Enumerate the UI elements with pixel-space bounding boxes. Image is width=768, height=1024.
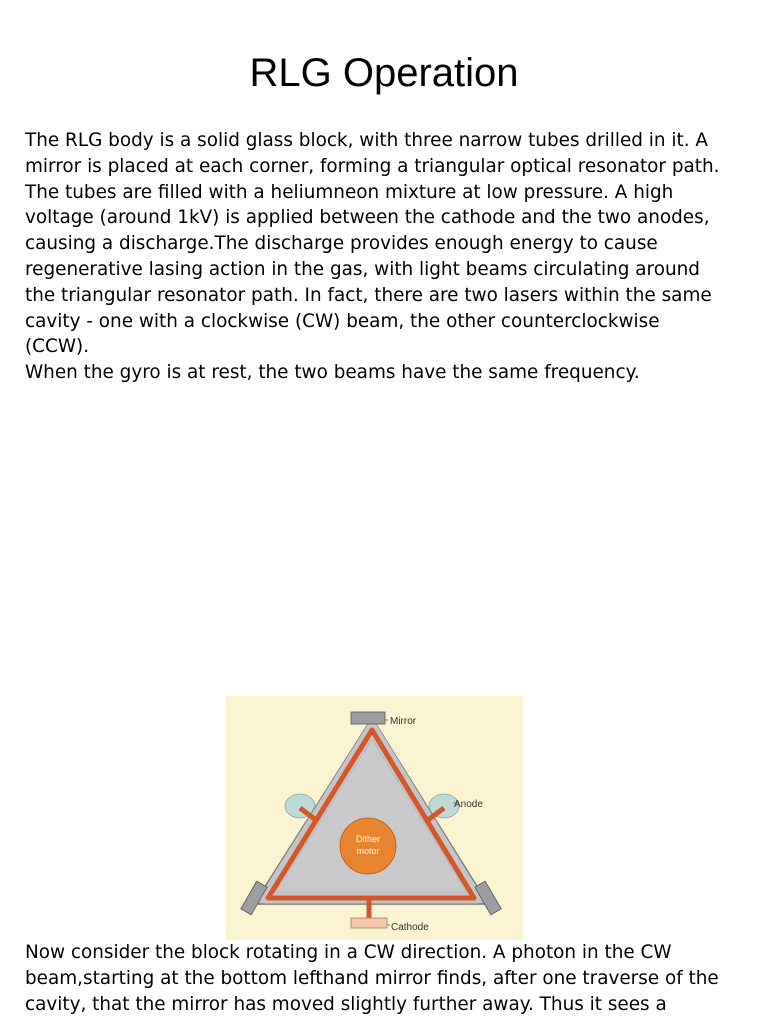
text-line: regenerative lasing action in the gas, with light beams circulating around <box>25 258 700 280</box>
rlg-diagram-svg <box>226 696 523 940</box>
text-line: mirror is placed at each corner, forming a triangular optical resonator path. <box>25 155 720 177</box>
intro-paragraph <box>25 128 765 386</box>
text-line: cavity - one with a clockwise (CW) beam, the other counterclockwise <box>25 310 660 332</box>
text-line: The RLG body is a solid glass block, with three narrow tubes drilled in it. A <box>25 130 708 151</box>
text-line: The tubes are filled with a heliumneon mixture at low pressure. A high <box>25 181 674 203</box>
text-line: the triangular resonator path. In fact, there are two lasers within the same <box>25 284 712 306</box>
text-line: (CCW). <box>25 336 90 358</box>
cathode <box>351 918 387 928</box>
mirror-label: Mirror <box>390 716 417 727</box>
cathode-label: Cathode <box>391 922 429 933</box>
rlg-diagram <box>226 696 523 940</box>
text-line: cavity, that the mirror has moved slightly further away. Thus it sees a <box>25 993 667 1015</box>
rotation-paragraph <box>25 940 765 1017</box>
anode-label: Anode <box>454 799 483 810</box>
text-line: When the gyro is at rest, the two beams have the same frequency. <box>25 362 640 384</box>
mirror-top <box>351 712 385 724</box>
text-line: voltage (around 1kV) is applied between the cathode and the two anodes, <box>25 207 710 229</box>
text-line: beam,starting at the bottom lefthand mirror finds, after one traverse of the <box>25 967 719 989</box>
dither-motor-label-line2: motor <box>356 846 380 856</box>
dither-motor-label-line1: Dither <box>355 834 381 844</box>
text-line: Now consider the block rotating in a CW direction. A photon in the CW <box>25 942 672 963</box>
text-line: causing a discharge.The discharge provides enough energy to cause <box>25 233 658 255</box>
page-title: RLG Operation <box>249 51 519 95</box>
